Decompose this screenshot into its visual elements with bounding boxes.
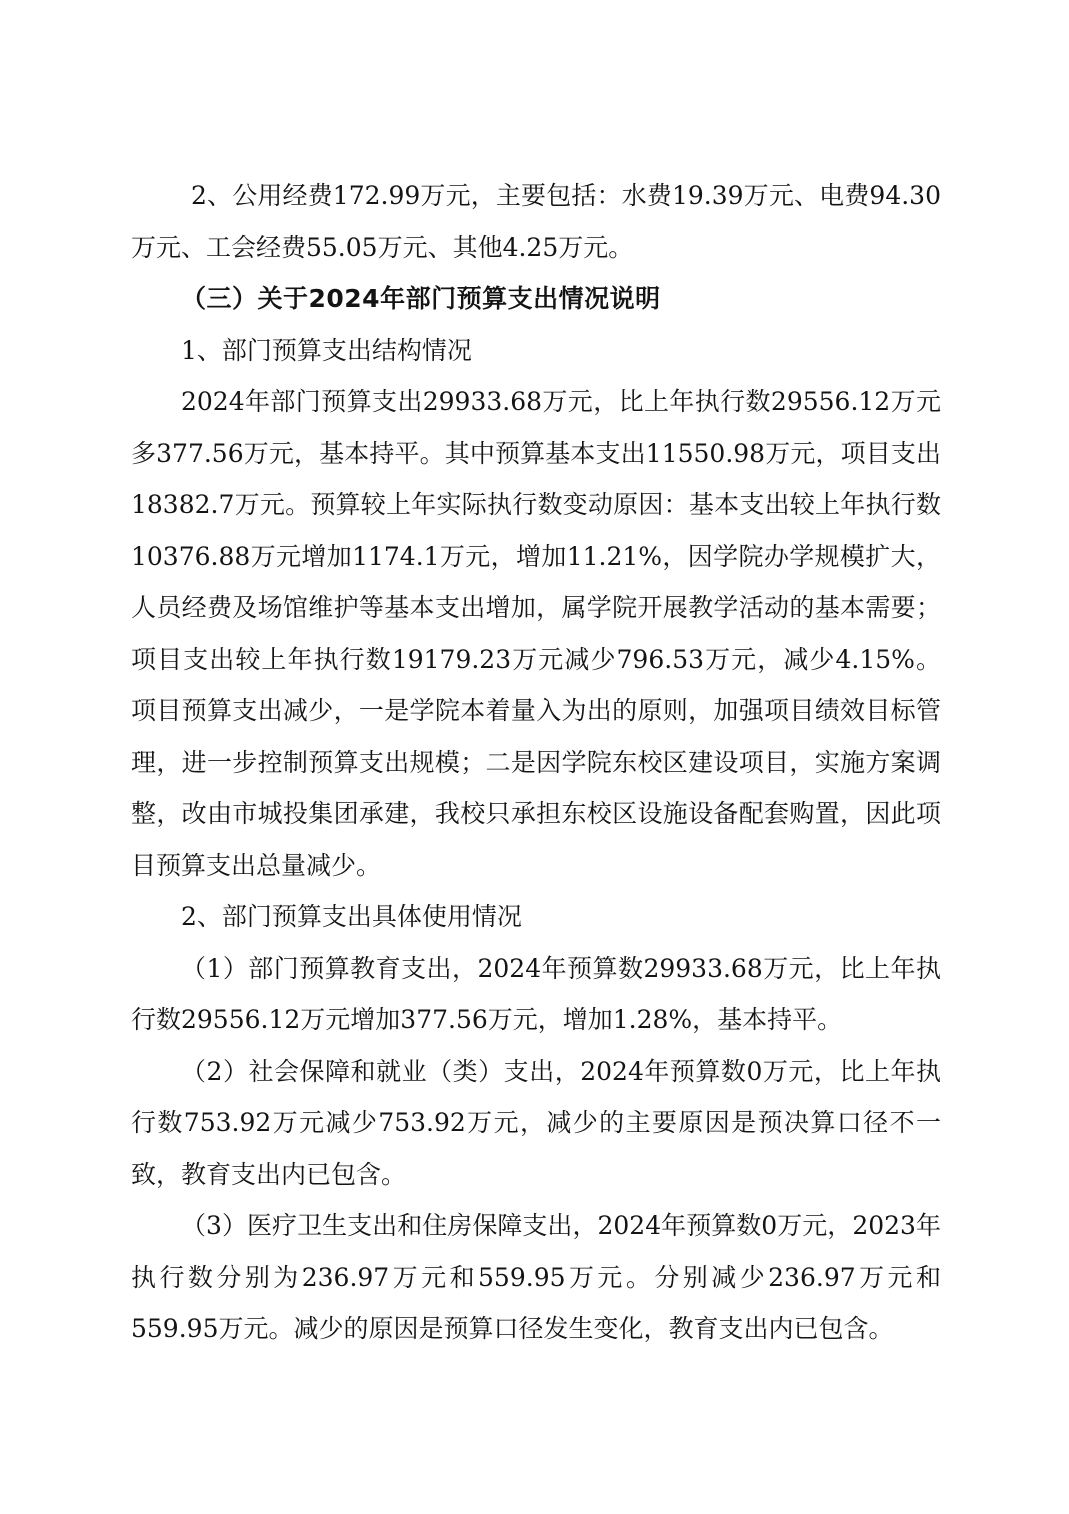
paragraph-expenditure-structure: 2024年部门预算支出29933.68万元，比上年执行数29556.12万元多377.56万元，基本持平。其中预算基本支出11550.98万元，项目支出18382.7万元。预算较上年实际执行数变动原因：基本支出较上年执行数10376.88万元增加1174.1万元，增加11.21%，因学院办学规模扩大，人员经费及场馆维护等基本支出增加，属学院开展教学活动的基本需要；项目支出较上年执行数19179.23万元减少796.53万元，减少4.15%。项目预算支出减少，一是学院本着量入为出的原则，加强项目绩效目标管理，进一步控制预算支出规模；二是因学院东校区建设项目，实施方案调整，改由市城投集团承建，我校只承担东校区设施设备配套购置，因此项目预算支出总量减少。 bbox=[131, 387, 941, 880]
paragraph-public-funds: 2、公用经费172.99万元，主要包括：水费19.39万元、电费94.30万元、工会经费55.05万元、其他4.25万元。 bbox=[131, 181, 941, 262]
paragraph-social-security-expenditure: （2）社会保障和就业（类）支出，2024年预算数0万元，比上年执行数753.92万元减少753.92万元，减少的主要原因是预决算口径不一致，教育支出内已包含。 bbox=[131, 1056, 941, 1189]
document-body bbox=[131, 170, 941, 1355]
paragraph-education-expenditure: （1）部门预算教育支出，2024年预算数29933.68万元，比上年执行数29556.12万元增加377.56万元，增加1.28%，基本持平。 bbox=[131, 953, 941, 1034]
paragraph-medical-housing-expenditure: （3）医疗卫生支出和住房保障支出，2024年预算数0万元，2023年执行数分别为236.97万元和559.95万元。分别减少236.97万元和559.95万元。减少的原因是预算口径发生变化，教育支出内已包含。 bbox=[131, 1211, 941, 1343]
subheading-expenditure-structure: 1、部门预算支出结构情况 bbox=[181, 335, 472, 365]
section-heading-expenditure: （三）关于2024年部门预算支出情况说明 bbox=[181, 284, 661, 313]
subheading-expenditure-usage: 2、部门预算支出具体使用情况 bbox=[181, 902, 522, 931]
